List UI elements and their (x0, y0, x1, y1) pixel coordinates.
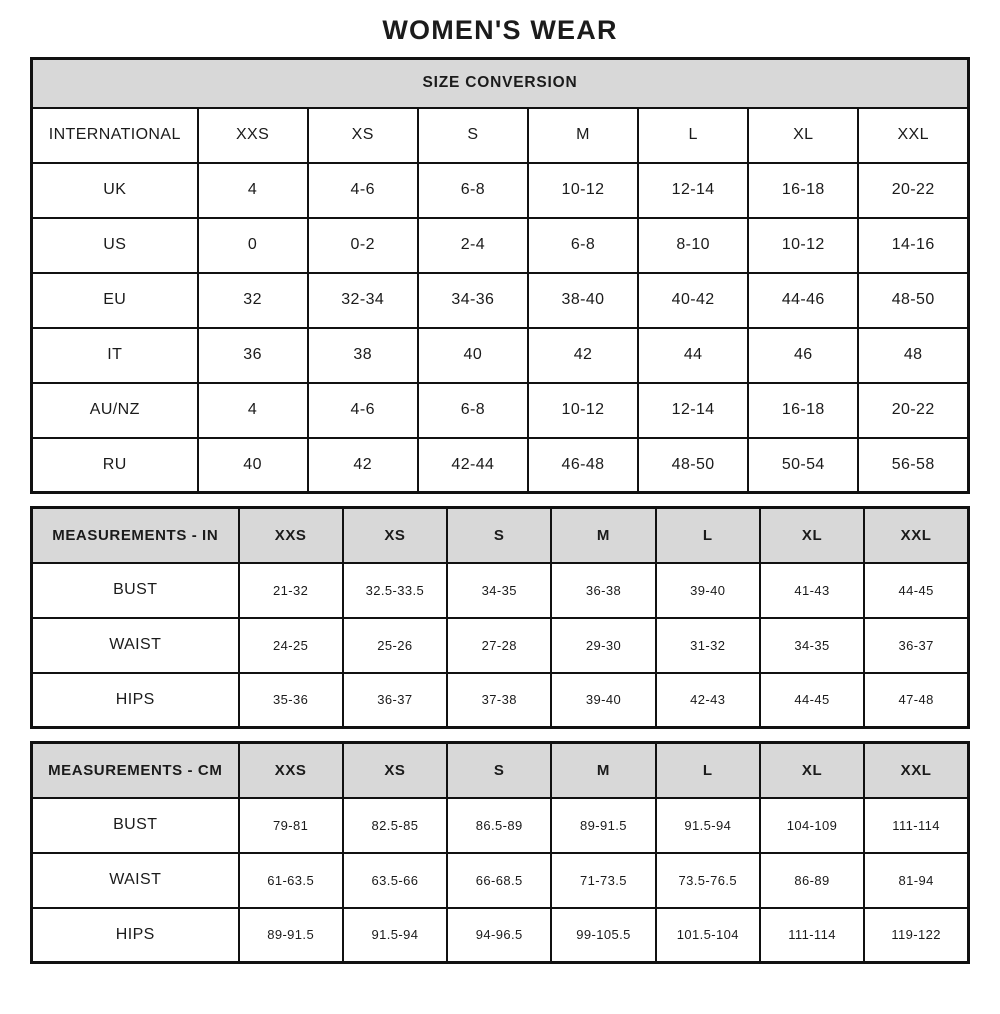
table-row-bust (32, 563, 969, 618)
cell-waist-xxl: 81-94 (864, 853, 968, 908)
cell-eu-xs: 32-34 (308, 273, 418, 328)
cell-it-xxl: 48 (858, 328, 968, 383)
cell-eu-xxl: 48-50 (858, 273, 968, 328)
cell-hips-xl: 44-45 (760, 673, 864, 728)
cell-bust-s: 34-35 (447, 563, 551, 618)
table-row-waist (32, 618, 969, 673)
cell-au-nz-xl: 16-18 (748, 383, 858, 438)
cell-uk-xs: 4-6 (308, 163, 418, 218)
table-row-hips (32, 673, 969, 728)
table-row-au-nz (32, 383, 969, 438)
measurements-cm-table (30, 741, 970, 964)
page-title: WOMEN'S WEAR (382, 15, 618, 45)
cell-uk-s: 6-8 (418, 163, 528, 218)
column-header-l: L (656, 743, 760, 798)
cell-it-xxs: 36 (198, 328, 308, 383)
cell-bust-xl: 41-43 (760, 563, 864, 618)
column-header-m: M (551, 743, 655, 798)
cell-ru-xxs: 40 (198, 438, 308, 493)
size-conversion-banner: SIZE CONVERSION (32, 59, 969, 108)
cell-us-xs: 0-2 (308, 218, 418, 273)
cell-waist-xl: 86-89 (760, 853, 864, 908)
cell-waist-xl: 34-35 (760, 618, 864, 673)
cell-hips-m: 39-40 (551, 673, 655, 728)
row-label-hips: HIPS (32, 673, 239, 728)
cell-waist-xxs: 61-63.5 (239, 853, 343, 908)
cell-au-nz-s: 6-8 (418, 383, 528, 438)
cell-hips-xxs: 89-91.5 (239, 908, 343, 963)
cell-bust-xxs: 21-32 (239, 563, 343, 618)
cell-au-nz-xxl: 20-22 (858, 383, 968, 438)
cell-bust-xs: 82.5-85 (343, 798, 447, 853)
cell-eu-xxs: 32 (198, 273, 308, 328)
cell-hips-xs: 36-37 (343, 673, 447, 728)
cell-uk-xxs: 4 (198, 163, 308, 218)
cell-bust-l: 39-40 (656, 563, 760, 618)
cell-eu-l: 40-42 (638, 273, 748, 328)
cell-us-xxl: 14-16 (858, 218, 968, 273)
column-header-xs: XS (343, 508, 447, 563)
cell-it-xs: 38 (308, 328, 418, 383)
column-header-l: L (638, 108, 748, 163)
cell-hips-xs: 91.5-94 (343, 908, 447, 963)
column-header-xl: XL (748, 108, 858, 163)
column-header-s: S (447, 508, 551, 563)
measurements-in-table (30, 506, 970, 729)
cell-hips-xxl: 119-122 (864, 908, 968, 963)
cell-bust-m: 36-38 (551, 563, 655, 618)
cell-bust-s: 86.5-89 (447, 798, 551, 853)
row-label-it: IT (32, 328, 198, 383)
size-conversion-label-header: INTERNATIONAL (32, 108, 198, 163)
column-header-l: L (656, 508, 760, 563)
table-row-ru (32, 438, 969, 493)
cell-ru-xs: 42 (308, 438, 418, 493)
cell-us-xl: 10-12 (748, 218, 858, 273)
cell-it-m: 42 (528, 328, 638, 383)
cell-eu-m: 38-40 (528, 273, 638, 328)
measurements-cm-label-header: MEASUREMENTS - CM (32, 743, 239, 798)
cell-waist-xs: 63.5-66 (343, 853, 447, 908)
row-label-waist: WAIST (32, 853, 239, 908)
column-header-xxs: XXS (198, 108, 308, 163)
column-header-s: S (418, 108, 528, 163)
header-row (32, 508, 969, 563)
cell-waist-xs: 25-26 (343, 618, 447, 673)
table-row-us (32, 218, 969, 273)
cell-au-nz-xs: 4-6 (308, 383, 418, 438)
cell-waist-m: 71-73.5 (551, 853, 655, 908)
cell-bust-m: 89-91.5 (551, 798, 655, 853)
banner-row (32, 59, 969, 108)
column-header-xl: XL (760, 743, 864, 798)
row-label-bust: BUST (32, 798, 239, 853)
cell-bust-xl: 104-109 (760, 798, 864, 853)
column-header-m: M (528, 108, 638, 163)
cell-bust-xxs: 79-81 (239, 798, 343, 853)
row-label-au-nz: AU/NZ (32, 383, 198, 438)
cell-hips-xl: 111-114 (760, 908, 864, 963)
cell-waist-l: 73.5-76.5 (656, 853, 760, 908)
column-header-xs: XS (343, 743, 447, 798)
cell-it-s: 40 (418, 328, 528, 383)
cell-au-nz-m: 10-12 (528, 383, 638, 438)
cell-waist-s: 27-28 (447, 618, 551, 673)
cell-hips-l: 101.5-104 (656, 908, 760, 963)
cell-waist-xxl: 36-37 (864, 618, 968, 673)
row-label-ru: RU (32, 438, 198, 493)
cell-hips-s: 94-96.5 (447, 908, 551, 963)
cell-hips-xxl: 47-48 (864, 673, 968, 728)
header-row (32, 108, 969, 163)
cell-bust-xxl: 44-45 (864, 563, 968, 618)
table-row-uk (32, 163, 969, 218)
column-header-xxl: XXL (864, 508, 968, 563)
cell-us-s: 2-4 (418, 218, 528, 273)
cell-waist-m: 29-30 (551, 618, 655, 673)
column-header-xxl: XXL (864, 743, 968, 798)
cell-bust-xxl: 111-114 (864, 798, 968, 853)
cell-eu-xl: 44-46 (748, 273, 858, 328)
row-label-bust: BUST (32, 563, 239, 618)
cell-us-l: 8-10 (638, 218, 748, 273)
cell-ru-xxl: 56-58 (858, 438, 968, 493)
row-label-hips: HIPS (32, 908, 239, 963)
cell-us-xxs: 0 (198, 218, 308, 273)
cell-hips-m: 99-105.5 (551, 908, 655, 963)
cell-hips-s: 37-38 (447, 673, 551, 728)
cell-ru-s: 42-44 (418, 438, 528, 493)
cell-uk-xxl: 20-22 (858, 163, 968, 218)
row-label-us: US (32, 218, 198, 273)
cell-it-l: 44 (638, 328, 748, 383)
cell-au-nz-xxs: 4 (198, 383, 308, 438)
row-label-uk: UK (32, 163, 198, 218)
column-header-xxs: XXS (239, 508, 343, 563)
row-label-waist: WAIST (32, 618, 239, 673)
column-header-m: M (551, 508, 655, 563)
table-row-hips (32, 908, 969, 963)
cell-uk-m: 10-12 (528, 163, 638, 218)
cell-eu-s: 34-36 (418, 273, 528, 328)
column-header-s: S (447, 743, 551, 798)
size-conversion-table (30, 57, 970, 494)
cell-us-m: 6-8 (528, 218, 638, 273)
row-label-eu: EU (32, 273, 198, 328)
cell-bust-l: 91.5-94 (656, 798, 760, 853)
table-row-eu (32, 273, 969, 328)
table-row-bust (32, 798, 969, 853)
column-header-xl: XL (760, 508, 864, 563)
cell-waist-l: 31-32 (656, 618, 760, 673)
column-header-xxl: XXL (858, 108, 968, 163)
cell-hips-xxs: 35-36 (239, 673, 343, 728)
cell-bust-xs: 32.5-33.5 (343, 563, 447, 618)
cell-uk-xl: 16-18 (748, 163, 858, 218)
cell-it-xl: 46 (748, 328, 858, 383)
cell-waist-s: 66-68.5 (447, 853, 551, 908)
cell-waist-xxs: 24-25 (239, 618, 343, 673)
cell-au-nz-l: 12-14 (638, 383, 748, 438)
table-row-waist (32, 853, 969, 908)
header-row (32, 743, 969, 798)
column-header-xs: XS (308, 108, 418, 163)
cell-ru-xl: 50-54 (748, 438, 858, 493)
cell-ru-l: 48-50 (638, 438, 748, 493)
table-row-it (32, 328, 969, 383)
cell-ru-m: 46-48 (528, 438, 638, 493)
cell-uk-l: 12-14 (638, 163, 748, 218)
measurements-in-label-header: MEASUREMENTS - IN (32, 508, 239, 563)
column-header-xxs: XXS (239, 743, 343, 798)
cell-hips-l: 42-43 (656, 673, 760, 728)
